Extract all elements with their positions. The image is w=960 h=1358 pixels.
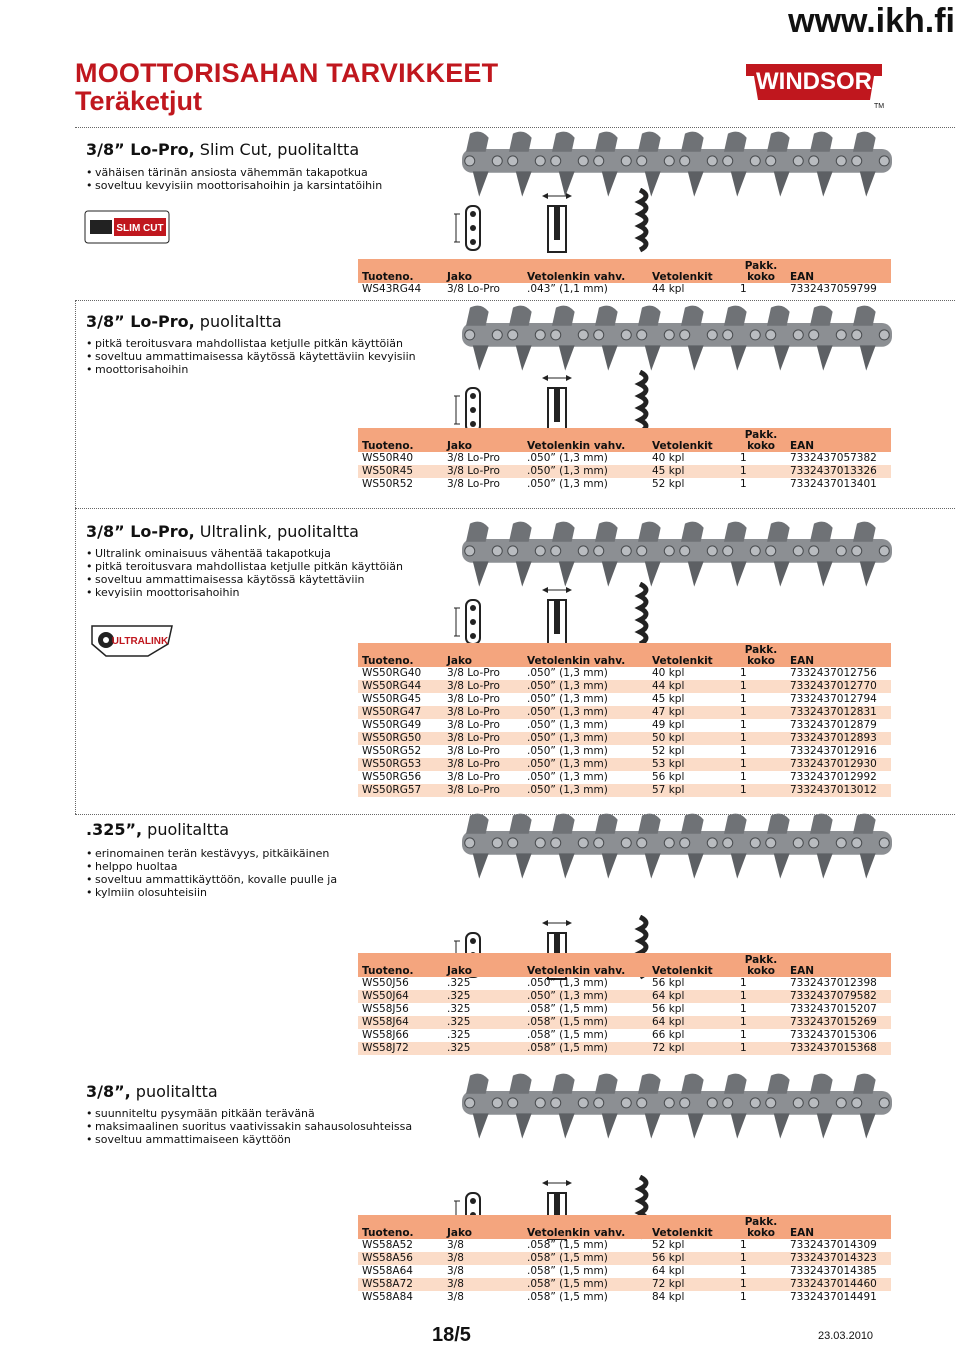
feature-item: • soveltuu ammattimaisessa käytössä käytettäviin kevyisiin: [86, 350, 416, 363]
table-cell: WS58J66: [362, 1029, 409, 1041]
table-row: [358, 1016, 891, 1029]
feature-list: [86, 547, 403, 599]
column-header: Pakk. koko: [736, 643, 786, 667]
table-cell: 3/8 Lo-Pro: [447, 745, 500, 757]
table-cell: WS50RG40: [362, 667, 422, 679]
table-cell: 3/8: [447, 1291, 464, 1303]
column-header: Vetolenkit: [648, 953, 736, 977]
table-cell: 1: [736, 1252, 786, 1265]
table-cell: 7332437079582: [786, 990, 891, 1003]
table-cell: .050” (1,3 mm): [527, 977, 608, 989]
table-cell: WS58A84: [362, 1291, 413, 1303]
table-row: [358, 1029, 891, 1042]
table-cell: 7332437013012: [786, 784, 891, 797]
column-header: EAN: [786, 259, 891, 283]
table-cell: 7332437015368: [786, 1042, 891, 1055]
table-cell: WS58A72: [358, 1278, 443, 1291]
chain-photo: [462, 302, 892, 376]
table-cell: .050” (1,3 mm): [527, 693, 608, 705]
table-row: [358, 478, 891, 491]
table-cell: WS50RG47: [358, 706, 443, 719]
print-date: 23.03.2010: [818, 1330, 874, 1342]
table-cell: 47 kpl: [648, 706, 736, 719]
chain-image: [462, 810, 892, 880]
table-cell: 3/8 Lo-Pro: [447, 667, 500, 679]
table-cell: 3/8 Lo-Pro: [443, 706, 523, 719]
product-table: [358, 1215, 891, 1304]
column-header: Jako: [443, 643, 523, 667]
feature-list: [86, 337, 416, 376]
chain-image: [462, 518, 892, 588]
table-cell: WS50RG49: [362, 719, 422, 731]
feature-item: • kevyisiin moottorisahoihin: [86, 586, 403, 599]
pitch-gauge-links-icons: [452, 188, 692, 258]
table-cell: 7332437015306: [790, 1029, 877, 1041]
product-table: [358, 643, 891, 797]
table-cell: WS50RG45: [362, 693, 422, 705]
table-cell: .325: [443, 1042, 523, 1055]
drive-links-icon: [640, 584, 646, 644]
section-title: [86, 140, 359, 159]
pitch-gauge-links-icons: [452, 582, 692, 652]
table-cell: 7332437013326: [786, 465, 891, 478]
table-cell: WS50J56: [362, 977, 409, 989]
section-divider-vertical: [75, 300, 76, 814]
pitch-icon: [454, 600, 480, 644]
table-cell: 3/8: [447, 1265, 464, 1277]
table-header-row: [358, 259, 891, 283]
table-cell: 7332437015207: [790, 1003, 877, 1015]
table-row: [358, 745, 891, 758]
feature-item: • pitkä teroitusvara mahdollistaa ketjulle pitkän käyttöiän: [86, 337, 416, 350]
table-row: [358, 1278, 891, 1291]
column-header: Jako: [443, 428, 523, 452]
table-cell: 7332437012992: [790, 771, 877, 783]
table-row: [358, 452, 891, 465]
table-cell: 7332437057382: [790, 452, 877, 464]
feature-item: • soveltuu kevyisiin moottorisahoihin ja karsintatöihin: [86, 179, 382, 192]
table-cell: WS58J56: [362, 1003, 409, 1015]
page-number: 18/5: [432, 1324, 471, 1346]
table-row: [358, 1265, 891, 1278]
table-cell: 7332437012794: [790, 693, 877, 705]
table-cell: 3/8 Lo-Pro: [443, 732, 523, 745]
table-cell: 7332437012916: [790, 745, 877, 757]
chain-photo: [462, 1070, 892, 1144]
table-cell: .058” (1,5 mm): [527, 1003, 608, 1015]
table-cell: .050” (1,3 mm): [523, 465, 648, 478]
section-title-rest: puolitaltta: [142, 820, 230, 839]
table-cell: 1: [740, 452, 747, 464]
table-cell: 7332437013401: [790, 478, 877, 490]
section-title-bold: 3/8”,: [86, 1082, 131, 1101]
badge-label: SLIM CUT: [116, 223, 164, 234]
product-table: [358, 953, 891, 1055]
table-row: [358, 990, 891, 1003]
table-cell: .058” (1,5 mm): [527, 1265, 608, 1277]
feature-item: • helppo huoltaa: [86, 860, 337, 873]
table-cell: WS58J72: [358, 1042, 443, 1055]
feature-item: • soveltuu ammattimaiseen käyttöön: [86, 1133, 412, 1146]
table-cell: 1: [736, 732, 786, 745]
table-cell: WS50R52: [362, 478, 414, 490]
table-cell: .043” (1,1 mm): [527, 283, 608, 295]
table-cell: 1: [740, 283, 747, 295]
column-header: Pakk. koko: [736, 1215, 786, 1239]
table-cell: 7332437012930: [786, 758, 891, 771]
table-cell: 45 kpl: [648, 465, 736, 478]
table-cell: .050” (1,3 mm): [523, 758, 648, 771]
chain-photo: [462, 810, 892, 884]
table-cell: 64 kpl: [648, 1016, 736, 1029]
table-row: [358, 1042, 891, 1055]
table-cell: .050” (1,3 mm): [527, 667, 608, 679]
table-cell: 52 kpl: [652, 1239, 685, 1251]
section-divider: [75, 508, 955, 509]
table-cell: 7332437012893: [786, 732, 891, 745]
table-cell: WS50RG53: [358, 758, 443, 771]
section-title-rest: Slim Cut, puolitaltta: [194, 140, 360, 159]
section-title: [86, 820, 229, 839]
table-cell: .058” (1,5 mm): [527, 1029, 608, 1041]
table-cell: .325: [443, 990, 523, 1003]
table-cell: 52 kpl: [652, 478, 685, 490]
table-cell: .058” (1,5 mm): [523, 1278, 648, 1291]
table-cell: 1: [740, 1003, 747, 1015]
table-cell: 7332437014323: [786, 1252, 891, 1265]
table-cell: 7332437015269: [786, 1016, 891, 1029]
page-title: MOOTTORISAHAN TARVIKKEET: [75, 58, 499, 88]
table-cell: WS50R45: [358, 465, 443, 478]
windsor-logo: [742, 56, 886, 108]
slim-cut-badge: [84, 210, 170, 248]
column-header: Vetolenkit: [648, 1215, 736, 1239]
table-cell: 1: [740, 771, 747, 783]
table-cell: .050” (1,3 mm): [523, 784, 648, 797]
table-cell: 7332437014460: [786, 1278, 891, 1291]
table-cell: 49 kpl: [652, 719, 685, 731]
section-divider: [75, 300, 955, 301]
feature-list: [86, 847, 337, 899]
feature-list: [86, 166, 382, 192]
table-row: [358, 667, 891, 680]
gauge-icon: [542, 193, 572, 252]
feature-item: • suunniteltu pysymään pitkään terävänä: [86, 1107, 412, 1120]
table-cell: 1: [736, 758, 786, 771]
table-cell: WS50RG50: [358, 732, 443, 745]
table-cell: WS50RG56: [362, 771, 422, 783]
table-row: [358, 758, 891, 771]
table-cell: 72 kpl: [648, 1042, 736, 1055]
table-cell: .050” (1,3 mm): [527, 478, 608, 490]
feature-item: • moottorisahoihin: [86, 363, 416, 376]
table-cell: 1: [736, 465, 786, 478]
table-cell: 1: [740, 667, 747, 679]
section-title: [86, 522, 359, 541]
product-table: [358, 259, 891, 296]
column-header: Tuoteno.: [358, 428, 443, 452]
column-header: Pakk. koko: [736, 428, 786, 452]
table-cell: 3/8 Lo-Pro: [447, 283, 500, 295]
feature-item: • erinomainen terän kestävyys, pitkäikäinen: [86, 847, 337, 860]
table-row: [358, 732, 891, 745]
table-cell: 7332437059799: [790, 283, 877, 295]
table-cell: 3/8 Lo-Pro: [447, 452, 500, 464]
table-cell: 1: [740, 1029, 747, 1041]
table-cell: 7332437014309: [790, 1239, 877, 1251]
table-cell: 1: [736, 784, 786, 797]
table-row: [358, 1239, 891, 1252]
table-cell: 7332437012756: [790, 667, 877, 679]
table-row: [358, 465, 891, 478]
table-cell: .058” (1,5 mm): [523, 1252, 648, 1265]
chain-image: [462, 1070, 892, 1140]
table-cell: .325: [447, 1029, 471, 1041]
table-cell: 52 kpl: [652, 745, 685, 757]
table-cell: 1: [740, 1239, 747, 1251]
table-cell: 1: [736, 1042, 786, 1055]
pitch-icon: [454, 206, 480, 250]
column-header: EAN: [786, 953, 891, 977]
table-cell: 3/8 Lo-Pro: [443, 680, 523, 693]
feature-item: • maksimaalinen suoritus vaativissakin sahausolosuhteissa: [86, 1120, 412, 1133]
column-header: Pakk. koko: [736, 953, 786, 977]
table-cell: .050” (1,3 mm): [523, 732, 648, 745]
section-title-bold: 3/8” Lo-Pro,: [86, 312, 195, 331]
table-cell: 3/8 Lo-Pro: [443, 465, 523, 478]
section-title-rest: Ultralink, puolitaltta: [194, 522, 359, 541]
table-cell: 3/8: [443, 1278, 523, 1291]
column-header: Vetolenkin vahv.: [523, 428, 648, 452]
table-row: [358, 706, 891, 719]
section-title-rest: puolitaltta: [194, 312, 282, 331]
table-cell: WS50RG44: [358, 680, 443, 693]
feature-item: • Ultralink ominaisuus vähentää takapotkuja: [86, 547, 403, 560]
table-cell: 84 kpl: [652, 1291, 685, 1303]
table-cell: .325: [447, 1003, 471, 1015]
column-header: Jako: [443, 953, 523, 977]
table-cell: 57 kpl: [648, 784, 736, 797]
table-row: [358, 977, 891, 990]
table-row: [358, 1252, 891, 1265]
table-cell: 3/8 Lo-Pro: [447, 719, 500, 731]
table-cell: 66 kpl: [652, 1029, 685, 1041]
table-cell: 56 kpl: [652, 977, 685, 989]
table-cell: 1: [740, 745, 747, 757]
table-cell: 56 kpl: [652, 771, 685, 783]
column-header: Tuoteno.: [358, 643, 443, 667]
section-title: [86, 1082, 218, 1101]
page-subtitle: Teräketjut: [75, 86, 203, 116]
table-cell: 3/8 Lo-Pro: [443, 758, 523, 771]
section-title-bold: 3/8” Lo-Pro,: [86, 140, 195, 159]
table-cell: 7332437012831: [786, 706, 891, 719]
column-header: Vetolenkit: [648, 428, 736, 452]
table-cell: 64 kpl: [648, 990, 736, 1003]
table-cell: WS58A64: [362, 1265, 413, 1277]
chain-image: [462, 302, 892, 372]
table-cell: 7332437012398: [790, 977, 877, 989]
ultralink-badge: [88, 620, 178, 664]
feature-item: • pitkä teroitusvara mahdollistaa ketjulle pitkän käyttöiän: [86, 560, 403, 573]
table-cell: .050” (1,3 mm): [523, 706, 648, 719]
gauge-icon: [542, 375, 572, 434]
table-cell: .050” (1,3 mm): [527, 745, 608, 757]
column-header: Jako: [443, 1215, 523, 1239]
table-cell: 1: [740, 977, 747, 989]
table-cell: .325: [443, 1016, 523, 1029]
table-cell: WS58J64: [358, 1016, 443, 1029]
table-cell: 1: [740, 478, 747, 490]
feature-item: • kylmiin olosuhteisiin: [86, 886, 337, 899]
table-cell: WS43RG44: [362, 283, 422, 295]
gauge-icon: [542, 587, 572, 646]
trademark-symbol: TM: [874, 103, 885, 110]
table-cell: 72 kpl: [648, 1278, 736, 1291]
table-cell: 1: [740, 719, 747, 731]
table-cell: 1: [740, 1265, 747, 1277]
table-cell: WS58A52: [362, 1239, 413, 1251]
table-row: [358, 693, 891, 706]
table-cell: 7332437012770: [786, 680, 891, 693]
table-cell: 3/8: [443, 1252, 523, 1265]
table-cell: 1: [736, 990, 786, 1003]
table-cell: 3/8 Lo-Pro: [443, 784, 523, 797]
table-cell: WS58A56: [358, 1252, 443, 1265]
column-header: Vetolenkit: [648, 259, 736, 283]
table-cell: .058” (1,5 mm): [523, 1042, 648, 1055]
table-cell: 56 kpl: [648, 1252, 736, 1265]
section-title-bold: 3/8” Lo-Pro,: [86, 522, 195, 541]
table-cell: 50 kpl: [648, 732, 736, 745]
spec-icons: [452, 188, 692, 262]
table-cell: .058” (1,5 mm): [523, 1016, 648, 1029]
table-cell: 64 kpl: [652, 1265, 685, 1277]
table-cell: 40 kpl: [652, 452, 685, 464]
table-header-row: [358, 1215, 891, 1239]
table-header-row: [358, 428, 891, 452]
table-cell: 7332437014385: [790, 1265, 877, 1277]
table-cell: .325: [447, 977, 471, 989]
table-cell: .050” (1,3 mm): [523, 680, 648, 693]
table-header-row: [358, 953, 891, 977]
table-cell: 40 kpl: [652, 667, 685, 679]
table-cell: 3/8 Lo-Pro: [447, 693, 500, 705]
table-cell: 1: [736, 706, 786, 719]
table-row: [358, 784, 891, 797]
table-row: [358, 719, 891, 732]
feature-item: • soveltuu ammattimaisessa käytössä käytettäviin: [86, 573, 403, 586]
column-header: Vetolenkin vahv.: [523, 953, 648, 977]
table-row: [358, 283, 891, 296]
table-cell: 1: [740, 693, 747, 705]
column-header: Tuoteno.: [358, 1215, 443, 1239]
table-cell: 3/8 Lo-Pro: [447, 478, 500, 490]
feature-item: • vähäisen tärinän ansiosta vähemmän takapotkua: [86, 166, 382, 179]
column-header: Tuoteno.: [358, 259, 443, 283]
column-header: Vetolenkit: [648, 643, 736, 667]
table-cell: 7332437014491: [790, 1291, 877, 1303]
feature-item: • soveltuu ammattikäyttöön, kovalle puulle ja: [86, 873, 337, 886]
drive-links-icon: [640, 372, 646, 432]
table-cell: 1: [736, 1016, 786, 1029]
table-cell: WS50R40: [362, 452, 414, 464]
drive-links-icon: [640, 190, 646, 250]
table-cell: .050” (1,3 mm): [527, 771, 608, 783]
table-cell: 44 kpl: [652, 283, 685, 295]
brand-name: WINDSOR: [756, 68, 872, 95]
table-cell: 3/8: [447, 1239, 464, 1251]
table-cell: 1: [736, 680, 786, 693]
table-cell: 45 kpl: [652, 693, 685, 705]
section-title-bold: .325”,: [86, 820, 143, 839]
table-cell: 1: [736, 1278, 786, 1291]
table-cell: 3/8 Lo-Pro: [447, 771, 500, 783]
column-header: Jako: [443, 259, 523, 283]
product-table: [358, 428, 891, 491]
table-cell: .058” (1,5 mm): [527, 1291, 608, 1303]
table-row: [358, 771, 891, 784]
table-row: [358, 1291, 891, 1304]
column-header: Tuoteno.: [358, 953, 443, 977]
table-row: [358, 680, 891, 693]
table-cell: WS50J64: [358, 990, 443, 1003]
table-cell: 56 kpl: [652, 1003, 685, 1015]
column-header: EAN: [786, 643, 891, 667]
column-header: EAN: [786, 428, 891, 452]
table-cell: 44 kpl: [648, 680, 736, 693]
table-cell: .050” (1,3 mm): [527, 452, 608, 464]
section-title-rest: puolitaltta: [130, 1082, 218, 1101]
column-header: Vetolenkin vahv.: [523, 643, 648, 667]
column-header: Pakk. koko: [736, 259, 786, 283]
table-cell: 7332437012879: [790, 719, 877, 731]
website-url: www.ikh.fi: [788, 2, 955, 40]
chain-photo: [462, 518, 892, 592]
column-header: Vetolenkin vahv.: [523, 1215, 648, 1239]
table-row: [358, 1003, 891, 1016]
section-title: [86, 312, 282, 331]
table-cell: .050” (1,3 mm): [527, 719, 608, 731]
table-cell: WS50RG57: [358, 784, 443, 797]
feature-list: [86, 1107, 412, 1146]
column-header: Vetolenkin vahv.: [523, 259, 648, 283]
badge-label: ULTRALINK: [111, 636, 169, 647]
table-cell: 53 kpl: [648, 758, 736, 771]
column-header: EAN: [786, 1215, 891, 1239]
table-cell: .050” (1,3 mm): [523, 990, 648, 1003]
pitch-icon: [454, 388, 480, 432]
table-cell: 1: [740, 1291, 747, 1303]
table-cell: .058” (1,5 mm): [527, 1239, 608, 1251]
table-header-row: [358, 643, 891, 667]
table-cell: WS50RG52: [362, 745, 422, 757]
